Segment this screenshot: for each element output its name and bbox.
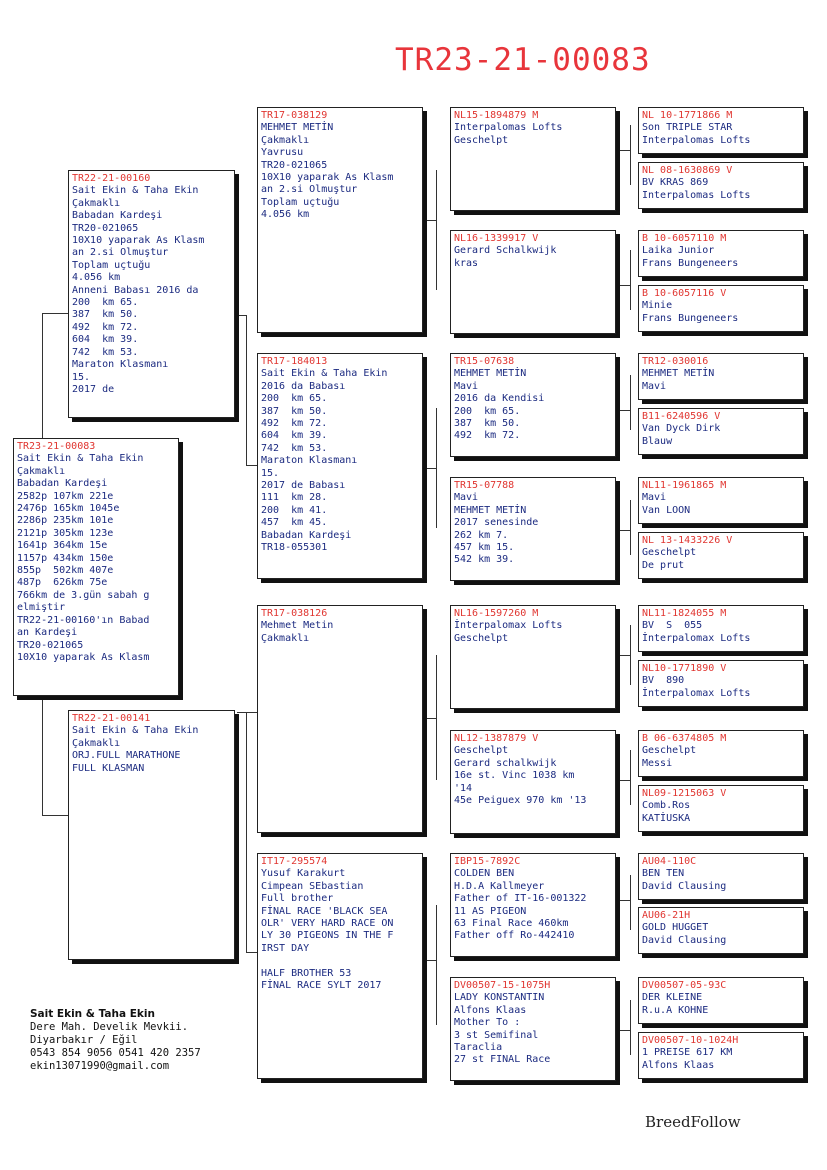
connector — [630, 875, 631, 930]
pigeon-info-line: Sait Ekin & Taha Ekin — [261, 368, 388, 380]
sire-sire-box[interactable] — [257, 107, 423, 333]
ring-number: NL11-1824055 M — [642, 608, 727, 619]
pigeon-info-line: David Clausing — [642, 880, 727, 892]
connector — [630, 625, 631, 685]
pigeon-info-line: ORJ.FULL MARATHONE — [72, 750, 181, 762]
pigeon-info-line: Mavi — [642, 492, 667, 504]
pigeon-info-line: Anneni Babası 2016 da — [72, 284, 199, 296]
pigeon-info-line: Geschelpt — [454, 745, 509, 757]
pigeon-info-line: Çakmaklı — [72, 737, 121, 749]
pigeon-info-line: LY 30 PIGEONS IN THE F — [261, 930, 394, 942]
pigeon-info-line: Son TRIPLE STAR — [642, 122, 733, 134]
pigeon-info-line: kras — [454, 257, 479, 269]
connector — [42, 815, 69, 816]
pigeon-info-line: TR20-021065 — [72, 222, 139, 234]
pigeon-info-line: 200 km 65. — [261, 393, 328, 405]
dds-box[interactable] — [450, 853, 616, 957]
pigeon-info-line: an Kardeşi — [17, 627, 78, 639]
pigeon-info-line: Yavrusu — [261, 147, 304, 159]
pigeon-info-line: 10X10 yaparak As Klasm — [17, 651, 150, 663]
pigeon-info-line: 2016 da Babası — [261, 380, 346, 392]
ring-number: B 10-6057110 M — [642, 233, 727, 244]
pigeon-info-line: TR18-055301 — [261, 542, 328, 554]
pigeon-info-line: FİNAL RACE 'BLACK SEA — [261, 905, 388, 917]
pigeon-info-line: 542 km 39. — [454, 554, 515, 566]
gg-box-1[interactable] — [638, 107, 804, 154]
gg-box-9[interactable] — [638, 605, 804, 652]
ring-number: IBP15-7892C — [454, 856, 521, 867]
sss-box[interactable] — [450, 107, 616, 211]
pigeon-info-line: 2476p 165km 1045e — [17, 503, 120, 515]
pigeon-info-line: Sait Ekin & Taha Ekin — [17, 453, 144, 465]
pigeon-info-line: 766km de 3.gün sabah g — [17, 589, 150, 601]
ring-number: B11-6240596 V — [642, 411, 721, 422]
subject-box[interactable] — [13, 438, 179, 696]
ring-number: NL16-1597260 M — [454, 608, 539, 619]
pigeon-info-line: Blauw — [642, 435, 673, 447]
pigeon-info-line: Interpalomas Lofts — [642, 134, 751, 146]
pigeon-info-line: Mavi — [642, 380, 667, 392]
connector — [237, 712, 258, 713]
pigeon-info-line: Comb.Ros — [642, 800, 691, 812]
ring-number: NL 10-1771866 M — [642, 110, 733, 121]
pigeon-info-line: FİNAL RACE SYLT 2017 — [261, 980, 382, 992]
connector — [42, 313, 43, 438]
pigeon-info-line: Toplam uçtuğu — [72, 259, 151, 271]
pigeon-info-line: 15. — [261, 467, 280, 479]
pigeon-info-line: BEN TEN — [642, 868, 685, 880]
connector — [425, 468, 436, 469]
pigeon-info-line: 387 km 50. — [261, 405, 328, 417]
owner-email: ekin13071990@gmail.com — [30, 1060, 170, 1072]
ring-number: TR17-038129 — [261, 110, 328, 121]
gg-box-3[interactable] — [638, 230, 804, 277]
pigeon-info-line: Frans Bungeneers — [642, 312, 739, 324]
ring-number: NL15-1894879 M — [454, 110, 539, 121]
connector — [618, 530, 630, 531]
pigeon-info-line: R.u.A KOHNE — [642, 1004, 709, 1016]
pigeon-info-line: Messi — [642, 757, 673, 769]
pigeon-info-line: TR22-21-00160'ın Babad — [17, 614, 150, 626]
pigeon-info-line: Mavi — [454, 492, 479, 504]
ssd-box[interactable] — [450, 230, 616, 334]
pigeon-info-line: TR20-021065 — [17, 639, 84, 651]
pigeon-info-line: 2017 senesinde — [454, 517, 539, 529]
pigeon-info-line: Van LOON — [642, 504, 691, 516]
pigeon-info-line: 200 km 65. — [454, 405, 521, 417]
connector — [618, 655, 630, 656]
pigeon-info-line: 10X10 yaparak As Klasm — [261, 172, 394, 184]
ring-number: TR22-21-00141 — [72, 713, 151, 724]
pigeon-info-line: MEHMET METİN — [454, 368, 527, 380]
pigeon-info-line: Interpalomas Lofts — [454, 122, 563, 134]
gg-box-4[interactable] — [638, 285, 804, 332]
pigeon-info-line: Minie — [642, 300, 673, 312]
pigeon-info-line: LADY KONSTANTIN — [454, 992, 545, 1004]
pigeon-info-line: BV KRAS 869 — [642, 177, 709, 189]
pigeon-info-line: 11 AS PIGEON — [454, 905, 527, 917]
pigeon-info-line: BV 890 — [642, 675, 685, 687]
pigeon-info-line: 200 km 41. — [261, 504, 328, 516]
pigeon-info-line: 457 km 15. — [454, 542, 515, 554]
gg-box-6[interactable] — [638, 408, 804, 455]
gg-box-15[interactable] — [638, 977, 804, 1024]
ring-number: B 10-6057116 V — [642, 288, 727, 299]
pigeon-info-line: Maraton Klasmanı — [261, 455, 358, 467]
pigeon-info-line: 742 km 53. — [261, 442, 328, 454]
connector — [618, 900, 630, 901]
connector — [630, 750, 631, 805]
ring-number: NL10-1771890 V — [642, 663, 727, 674]
pigeon-info-line: 262 km 7. — [454, 529, 509, 541]
ring-number: NL09-1215063 V — [642, 788, 727, 799]
pigeon-info-line: Sait Ekin & Taha Ekin — [72, 725, 199, 737]
pigeon-info-line: MEHMET METİN — [642, 368, 715, 380]
gg-box-5[interactable] — [638, 353, 804, 400]
connector — [425, 718, 436, 719]
pigeon-info-line: 1 PREISE 617 KM — [642, 1047, 733, 1059]
pigeon-info-line: Maraton Klasmanı — [72, 359, 169, 371]
pigeon-info-line: Laika Junior — [642, 245, 715, 257]
connector — [237, 315, 246, 316]
gg-box-10[interactable] — [638, 660, 804, 707]
pigeon-info-line: Taraclia — [454, 1042, 503, 1054]
connector — [618, 1030, 630, 1031]
ring-number: TR15-07788 — [454, 480, 515, 491]
pigeon-info-line: MEHMET METİN — [261, 122, 334, 134]
pigeon-info-line: 10X10 yaparak As Klasm — [72, 235, 205, 247]
pigeon-info-line: Mother To : — [454, 1017, 521, 1029]
connector — [425, 960, 436, 961]
gg-box-7[interactable] — [638, 477, 804, 524]
connector — [630, 500, 631, 555]
pigeon-info-line: Full brother — [261, 893, 334, 905]
connector — [630, 250, 631, 310]
pigeon-info-line: 4.056 km — [72, 272, 121, 284]
dam-sire-box[interactable] — [257, 605, 423, 833]
pigeon-info-line: FULL KLASMAN — [72, 762, 145, 774]
ring-number: TR15-07638 — [454, 356, 515, 367]
pigeon-info-line: 387 km 50. — [72, 309, 139, 321]
pigeon-info-line: İnterpalomax Lofts — [454, 620, 563, 632]
pigeon-info-line: KATİUSKA — [642, 812, 691, 824]
pigeon-info-line: 45e Peiguex 970 km '13 — [454, 795, 587, 807]
gg-box-2[interactable] — [638, 162, 804, 209]
ring-number: AU06-21H — [642, 910, 691, 921]
pigeon-info-line: an 2.si Olmuştur — [72, 247, 169, 259]
pigeon-info-line: 604 km 39. — [261, 430, 328, 442]
connector — [246, 315, 247, 465]
ring-number: TR12-030016 — [642, 356, 709, 367]
pigeon-info-line: Geschelpt — [642, 547, 697, 559]
pigeon-info-line: Çakmaklı — [261, 632, 310, 644]
pigeon-info-line: Frans Bungeneers — [642, 257, 739, 269]
pigeon-info-line: 63 Final Race 460km — [454, 918, 569, 930]
pigeon-info-line: Babadan Kardeşi — [261, 529, 352, 541]
pigeon-info-line: 1157p 434km 150e — [17, 552, 114, 564]
pigeon-info-line: Geschelpt — [642, 745, 697, 757]
pigeon-info-line: 16e st. Vinc 1038 km — [454, 770, 575, 782]
pigeon-info-line: 200 km 65. — [72, 297, 139, 309]
sdd-box[interactable] — [450, 477, 616, 581]
pigeon-info-line: 457 km 45. — [261, 517, 328, 529]
ring-number: AU04-110C — [642, 856, 697, 867]
pigeon-info-line: 742 km 53. — [72, 346, 139, 358]
ddd-box[interactable] — [450, 977, 616, 1081]
sds-box[interactable] — [450, 353, 616, 457]
dam-dam-box[interactable] — [257, 853, 423, 1079]
connector — [425, 220, 436, 221]
pigeon-info-line: Geschelpt — [454, 134, 509, 146]
ring-number: IT17-295574 — [261, 856, 328, 867]
pigeon-info-line: '14 — [454, 782, 473, 794]
pigeon-info-line: Mavi — [454, 380, 479, 392]
connector — [630, 375, 631, 430]
ring-number: DV00507-10-1024H — [642, 1035, 739, 1046]
pigeon-info-line: Babadan Kardeşi — [72, 210, 163, 222]
connector — [42, 313, 69, 314]
pigeon-info-line: 855p 502km 407e — [17, 565, 114, 577]
pigeon-info-line: 487p 626km 75e — [17, 577, 108, 589]
dss-box[interactable] — [450, 605, 616, 709]
pigeon-info-line: GOLD HUGGET — [642, 922, 709, 934]
connector — [436, 408, 437, 528]
pigeon-info-line: an 2.si Olmuştur — [261, 184, 358, 196]
pigeon-info-line: De prut — [642, 559, 685, 571]
pigeon-info-line: H.D.A Kallmeyer — [454, 880, 545, 892]
pigeon-info-line: 387 km 50. — [454, 418, 521, 430]
ring-number: NL 13-1433226 V — [642, 535, 733, 546]
pigeon-info-line: Geschelpt — [454, 632, 509, 644]
pigeon-info-line: İnterpalomax Lofts — [642, 632, 751, 644]
pigeon-info-line: 2286p 235km 101e — [17, 515, 114, 527]
pigeon-info-line: 27 st FINAL Race — [454, 1054, 551, 1066]
owner-city: Diyarbakır / Eğil — [30, 1034, 138, 1046]
pigeon-info-line: 1641p 364km 15e — [17, 540, 108, 552]
ring-number: TR17-184013 — [261, 356, 328, 367]
pigeon-info-line: 15. — [72, 371, 91, 383]
connector — [42, 695, 43, 815]
gg-box-14[interactable] — [638, 907, 804, 954]
pigeon-info-line: elmiştir — [17, 602, 66, 614]
pigeon-info-line: Father of IT-16-001322 — [454, 893, 587, 905]
owner-address: Dere Mah. Develik Mevkii. — [30, 1021, 189, 1033]
connector — [618, 150, 630, 151]
pigeon-info-line: Mehmet Metin — [261, 620, 334, 632]
connector — [630, 125, 631, 185]
ring-number: NL11-1961865 M — [642, 480, 727, 491]
pigeon-info-line: TR20-021065 — [261, 159, 328, 171]
owner-info — [30, 1008, 201, 1073]
connector — [618, 410, 630, 411]
connector — [618, 285, 630, 286]
gg-box-12[interactable] — [638, 785, 804, 832]
owner-name: Sait Ekin & Taha Ekin — [30, 1008, 155, 1020]
pigeon-info-line: 492 km 72. — [72, 321, 139, 333]
pigeon-info-line: DER KLEINE — [642, 992, 703, 1004]
connector — [436, 905, 437, 1025]
pigeon-info-line: David Clausing — [642, 934, 727, 946]
dam-box[interactable] — [68, 710, 235, 960]
owner-phone: 0543 854 9056 0541 420 2357 — [30, 1047, 201, 1059]
pedigree-title: TR23-21-00083 — [395, 42, 651, 78]
brand-logo: BreedFollow — [645, 1113, 741, 1131]
pigeon-info-line: Gerard Schalkwijk — [454, 245, 557, 257]
pigeon-info-line: 2582p 107km 221e — [17, 490, 114, 502]
pigeon-info-line: Toplam uçtuğu — [261, 196, 340, 208]
ring-number: NL16-1339917 V — [454, 233, 539, 244]
pigeon-info-line: 3 st Semifinal — [454, 1029, 539, 1041]
pigeon-info-line: Cimpean SEbastian — [261, 880, 364, 892]
pigeon-info-line: Alfons Klaas — [454, 1004, 527, 1016]
connector — [246, 712, 247, 952]
pigeon-info-line: Çakmaklı — [17, 465, 66, 477]
sire-dam-box[interactable] — [257, 353, 423, 579]
pigeon-info-line: Yusuf Karakurt — [261, 868, 346, 880]
connector — [436, 170, 437, 290]
pigeon-info-line: İnterpalomax Lofts — [642, 687, 751, 699]
ring-number: TR23-21-00083 — [17, 441, 96, 452]
ring-number: DV00507-05-93C — [642, 980, 727, 991]
pigeon-info-line: Interpalomas Lofts — [642, 189, 751, 201]
gg-box-11[interactable] — [638, 730, 804, 777]
pigeon-info-line: 492 km 72. — [454, 430, 521, 442]
pigeon-info-line: HALF BROTHER 53 — [261, 967, 352, 979]
ring-number: TR22-21-00160 — [72, 173, 151, 184]
pigeon-info-line: 604 km 39. — [72, 334, 139, 346]
pigeon-info-line: Çakmaklı — [261, 134, 310, 146]
pigeon-info-line: MEHMET METİN — [454, 504, 527, 516]
connector — [618, 780, 630, 781]
sire-box[interactable] — [68, 170, 235, 418]
dsd-box[interactable] — [450, 730, 616, 834]
pigeon-info-line: COLDEN BEN — [454, 868, 515, 880]
ring-number: NL 08-1630869 V — [642, 165, 733, 176]
pigeon-info-line: 2016 da Kendisi — [454, 393, 545, 405]
gg-box-13[interactable] — [638, 853, 804, 900]
pigeon-info-line: 111 km 28. — [261, 492, 328, 504]
pigeon-info-line: IRST DAY — [261, 942, 310, 954]
pigeon-info-line — [261, 955, 419, 967]
pigeon-info-line: Babadan Kardeşi — [17, 478, 108, 490]
connector — [436, 655, 437, 780]
pigeon-info-line: 2017 de Babası — [261, 480, 346, 492]
pigeon-info-line: Sait Ekin & Taha Ekin — [72, 185, 199, 197]
pigeon-info-line: 4.056 km — [261, 209, 310, 221]
pigeon-info-line: 2121p 305km 123e — [17, 527, 114, 539]
gg-box-8[interactable] — [638, 532, 804, 579]
ring-number: DV00507-15-1075H — [454, 980, 551, 991]
pigeon-info-line: Van Dyck Dirk — [642, 423, 721, 435]
gg-box-16[interactable] — [638, 1032, 804, 1079]
pigeon-info-line: 492 km 72. — [261, 418, 328, 430]
pigeon-info-line: BV S 055 — [642, 620, 703, 632]
ring-number: TR17-038126 — [261, 608, 328, 619]
pigeon-info-line: Alfons Klaas — [642, 1059, 715, 1071]
ring-number: B 06-6374805 M — [642, 733, 727, 744]
pigeon-info-line: Father off Ro-442410 — [454, 930, 575, 942]
pigeon-info-line: OLR' VERY HARD RACE ON — [261, 918, 394, 930]
ring-number: NL12-1387879 V — [454, 733, 539, 744]
connector — [630, 1000, 631, 1055]
pigeon-info-line: Çakmaklı — [72, 197, 121, 209]
pigeon-info-line: 2017 de — [72, 383, 115, 395]
pigeon-info-line: Gerard schalkwijk — [454, 757, 557, 769]
